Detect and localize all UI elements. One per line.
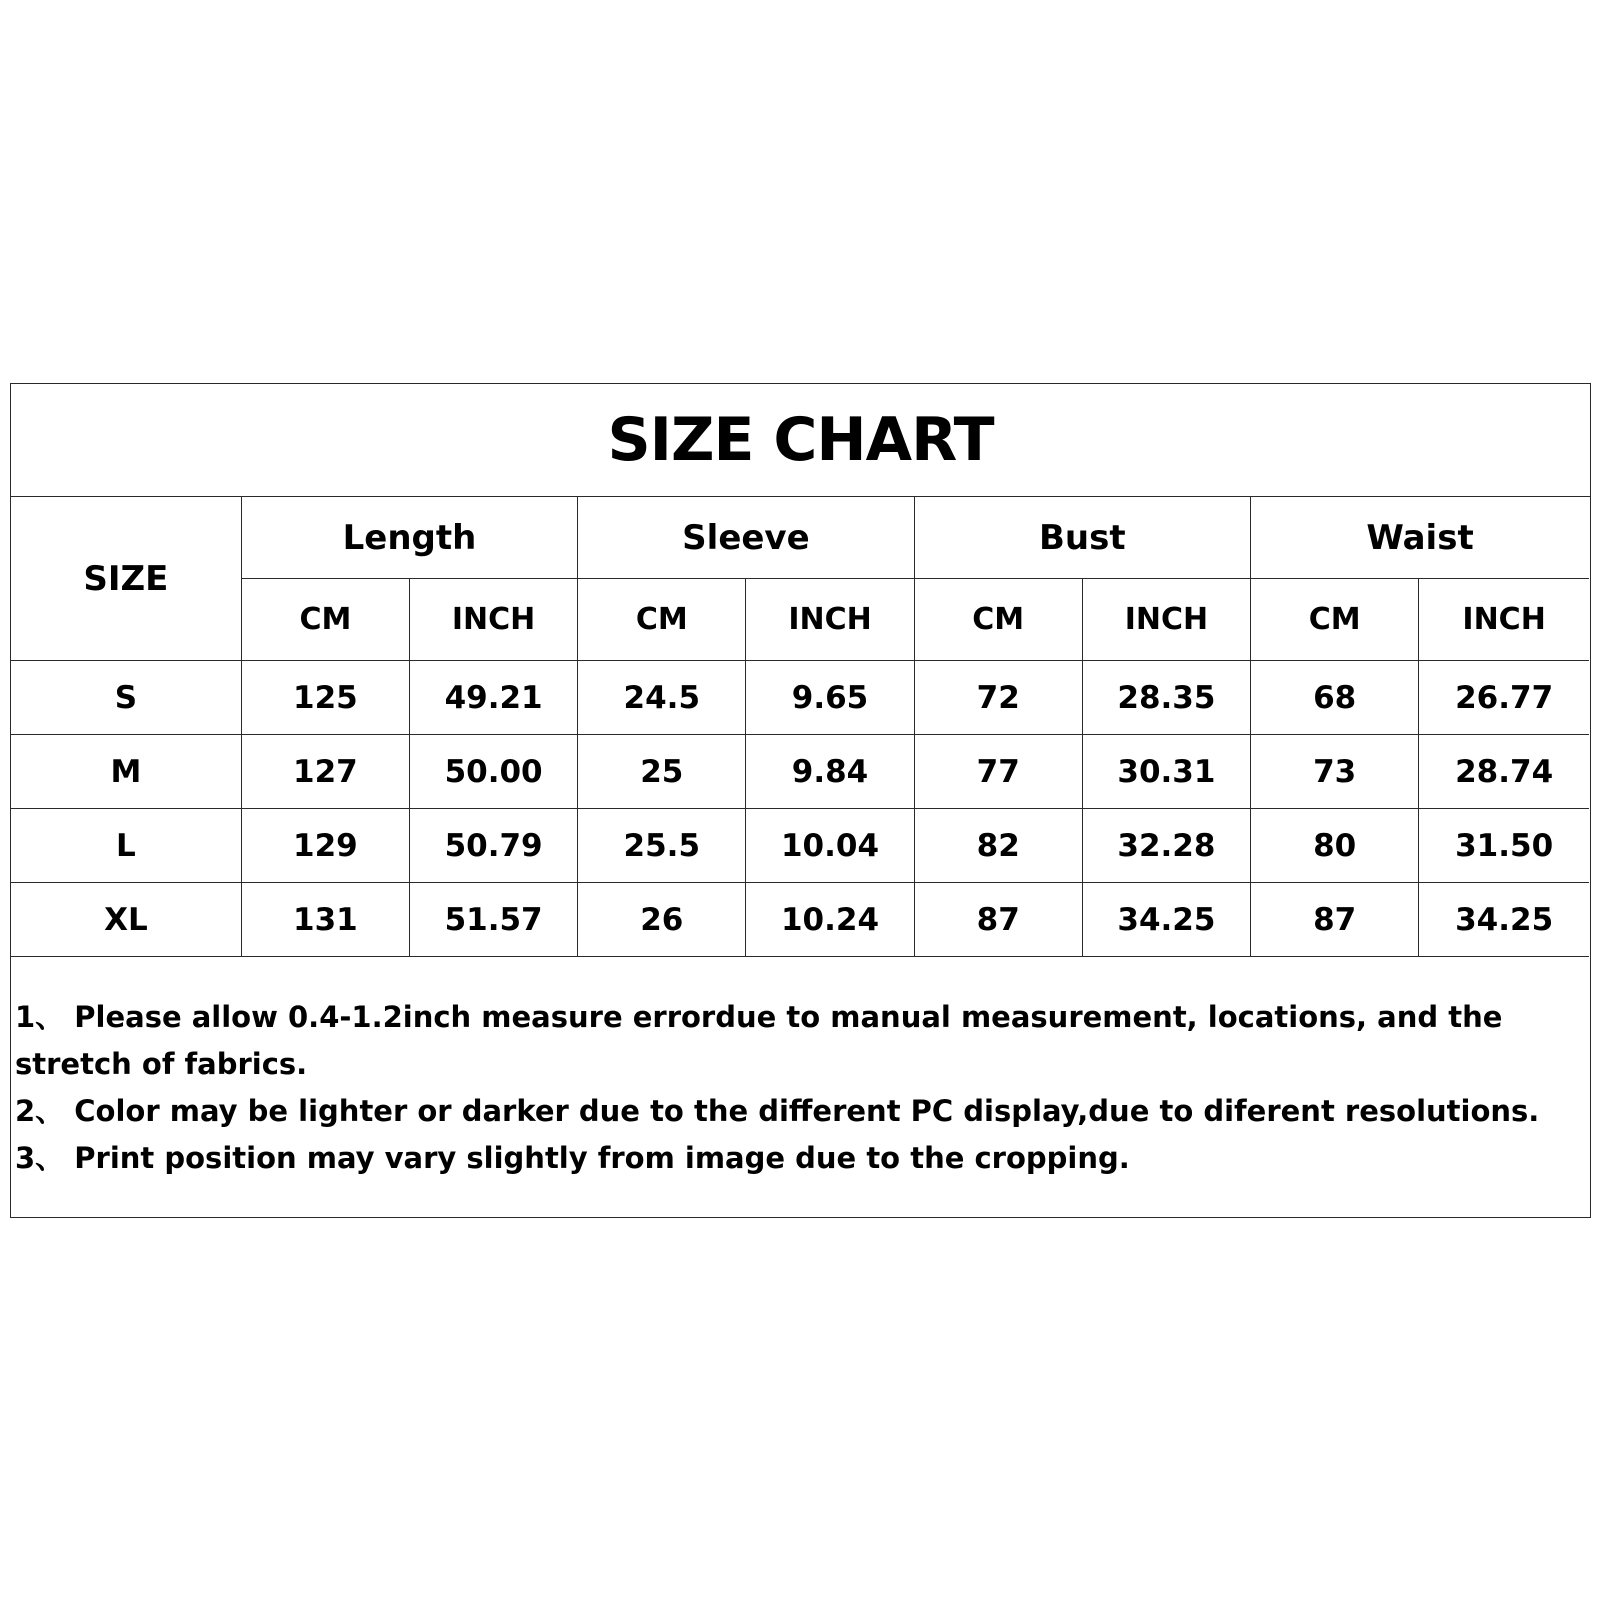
- unit-header: INCH: [409, 579, 577, 661]
- value-cell: 80: [1251, 809, 1419, 883]
- value-cell: 32.28: [1082, 809, 1250, 883]
- value-cell: 49.21: [409, 661, 577, 735]
- value-cell: 87: [1251, 883, 1419, 957]
- unit-header: CM: [241, 579, 409, 661]
- value-cell: 50.00: [409, 735, 577, 809]
- value-cell: 25: [578, 735, 746, 809]
- group-header-sleeve: Sleeve: [578, 497, 914, 579]
- unit-header: INCH: [1082, 579, 1250, 661]
- value-cell: 25.5: [578, 809, 746, 883]
- size-cell: L: [11, 809, 241, 883]
- value-cell: 87: [914, 883, 1082, 957]
- value-cell: 68: [1251, 661, 1419, 735]
- unit-header: CM: [578, 579, 746, 661]
- unit-header: CM: [1251, 579, 1419, 661]
- value-cell: 82: [914, 809, 1082, 883]
- table-row: [11, 661, 1589, 735]
- size-cell: M: [11, 735, 241, 809]
- value-cell: 131: [241, 883, 409, 957]
- note-item: 2、 Color may be lighter or darker due to the different PC display,due to diferent resolutions.: [15, 1094, 1540, 1128]
- value-cell: 77: [914, 735, 1082, 809]
- value-cell: 34.25: [1419, 883, 1589, 957]
- table-row: [11, 735, 1589, 809]
- chart-title: SIZE CHART: [607, 405, 994, 475]
- size-table: [11, 497, 1589, 957]
- value-cell: 28.74: [1419, 735, 1589, 809]
- value-cell: 125: [241, 661, 409, 735]
- value-cell: 34.25: [1082, 883, 1250, 957]
- group-header-bust: Bust: [914, 497, 1250, 579]
- group-header-row: [11, 497, 1589, 579]
- value-cell: 50.79: [409, 809, 577, 883]
- value-cell: 10.04: [746, 809, 914, 883]
- value-cell: 9.84: [746, 735, 914, 809]
- value-cell: 28.35: [1082, 661, 1250, 735]
- group-header-waist: Waist: [1251, 497, 1589, 579]
- value-cell: 31.50: [1419, 809, 1589, 883]
- table-row: [11, 883, 1589, 957]
- note-item: 3、 Print position may vary slightly from image due to the cropping.: [15, 1141, 1130, 1175]
- group-header-length: Length: [241, 497, 577, 579]
- value-cell: 129: [241, 809, 409, 883]
- value-cell: 9.65: [746, 661, 914, 735]
- note-item: 1、 Please allow 0.4-1.2inch measure errordue to manual measurement, locations, and the stretch of fabrics.: [15, 1000, 1503, 1081]
- unit-header: INCH: [746, 579, 914, 661]
- unit-header-row: [11, 579, 1589, 661]
- value-cell: 26.77: [1419, 661, 1589, 735]
- unit-header: CM: [914, 579, 1082, 661]
- value-cell: 72: [914, 661, 1082, 735]
- size-chart: [10, 383, 1591, 1218]
- table-row: [11, 809, 1589, 883]
- value-cell: 73: [1251, 735, 1419, 809]
- size-cell: S: [11, 661, 241, 735]
- notes: [15, 994, 1585, 1182]
- value-cell: 51.57: [409, 883, 577, 957]
- unit-header: INCH: [1419, 579, 1589, 661]
- value-cell: 127: [241, 735, 409, 809]
- value-cell: 24.5: [578, 661, 746, 735]
- title-row: [11, 384, 1590, 497]
- size-column-header: SIZE: [11, 497, 241, 661]
- value-cell: 30.31: [1082, 735, 1250, 809]
- size-cell: XL: [11, 883, 241, 957]
- value-cell: 26: [578, 883, 746, 957]
- value-cell: 10.24: [746, 883, 914, 957]
